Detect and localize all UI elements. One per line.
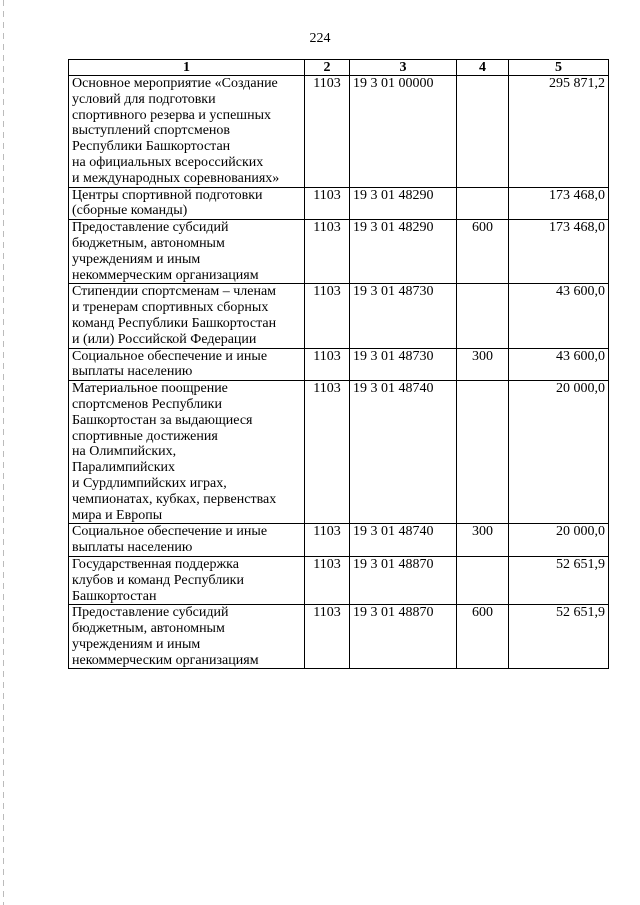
section-code-cell: 1103	[305, 76, 350, 188]
target-article-cell: 19 3 01 00000	[350, 76, 457, 188]
item-name-cell: Предоставление субсидий бюджетным, автономным учреждениям и иным некоммерческим организациям	[69, 605, 305, 669]
target-article-cell: 19 3 01 48870	[350, 605, 457, 669]
expense-type-cell	[457, 381, 509, 524]
expense-type-cell	[457, 76, 509, 188]
section-code-cell: 1103	[305, 187, 350, 220]
section-code-cell: 1103	[305, 284, 350, 348]
section-code-cell: 1103	[305, 556, 350, 604]
item-name-cell: Основное мероприятие «Создание условий для подготовки спортивного резерва и успешных выступлений спортсменов Республики Башкортостан на официальных всероссийских и международных соревнованиях»	[69, 76, 305, 188]
item-name-cell: Центры спортивной подготовки (сборные команды)	[69, 187, 305, 220]
amount-cell: 173 468,0	[509, 187, 609, 220]
item-name-cell: Социальное обеспечение и иные выплаты населению	[69, 348, 305, 381]
page-number: 224	[309, 31, 331, 46]
item-name-cell: Материальное поощрение спортсменов Республики Башкортостан за выдающиеся спортивные достижения на Олимпийских, Паралимпийских и Сурдлимпийских играх, чемпионатах, кубках, первенствах мира и Европы	[69, 381, 305, 524]
amount-cell: 295 871,2	[509, 76, 609, 188]
expense-type-cell	[457, 187, 509, 220]
amount-cell: 43 600,0	[509, 284, 609, 348]
target-article-cell: 19 3 01 48740	[350, 381, 457, 524]
column-header: 4	[457, 60, 509, 76]
expense-type-cell	[457, 284, 509, 348]
table-row	[69, 76, 609, 188]
item-name-cell: Социальное обеспечение и иные выплаты населению	[69, 524, 305, 557]
scan-edge-line	[3, 0, 4, 905]
section-code-cell: 1103	[305, 605, 350, 669]
table-row	[69, 524, 609, 557]
target-article-cell: 19 3 01 48730	[350, 284, 457, 348]
table-row	[69, 605, 609, 669]
item-name-cell: Предоставление субсидий бюджетным, автономным учреждениям и иным некоммерческим организациям	[69, 220, 305, 284]
column-header: 1	[69, 60, 305, 76]
section-code-cell: 1103	[305, 348, 350, 381]
table-row	[69, 556, 609, 604]
expense-type-cell: 600	[457, 220, 509, 284]
target-article-cell: 19 3 01 48870	[350, 556, 457, 604]
amount-cell: 52 651,9	[509, 556, 609, 604]
expense-type-cell: 300	[457, 524, 509, 557]
expense-type-cell: 600	[457, 605, 509, 669]
amount-cell: 52 651,9	[509, 605, 609, 669]
target-article-cell: 19 3 01 48740	[350, 524, 457, 557]
amount-cell: 20 000,0	[509, 524, 609, 557]
column-header: 2	[305, 60, 350, 76]
expense-type-cell	[457, 556, 509, 604]
column-header: 5	[509, 60, 609, 76]
expense-type-cell: 300	[457, 348, 509, 381]
table-row	[69, 381, 609, 524]
item-name-cell: Стипендии спортсменам – членам и тренерам спортивных сборных команд Республики Башкортостан и (или) Российской Федерации	[69, 284, 305, 348]
column-header: 3	[350, 60, 457, 76]
item-name-cell: Государственная поддержка клубов и команд Республики Башкортостан	[69, 556, 305, 604]
section-code-cell: 1103	[305, 381, 350, 524]
table-row	[69, 284, 609, 348]
section-code-cell: 1103	[305, 524, 350, 557]
table-row	[69, 187, 609, 220]
amount-cell: 173 468,0	[509, 220, 609, 284]
target-article-cell: 19 3 01 48290	[350, 220, 457, 284]
table-header-row	[69, 60, 609, 76]
table-row	[69, 220, 609, 284]
table-row	[69, 348, 609, 381]
budget-table	[68, 59, 609, 669]
target-article-cell: 19 3 01 48730	[350, 348, 457, 381]
amount-cell: 20 000,0	[509, 381, 609, 524]
amount-cell: 43 600,0	[509, 348, 609, 381]
section-code-cell: 1103	[305, 220, 350, 284]
target-article-cell: 19 3 01 48290	[350, 187, 457, 220]
